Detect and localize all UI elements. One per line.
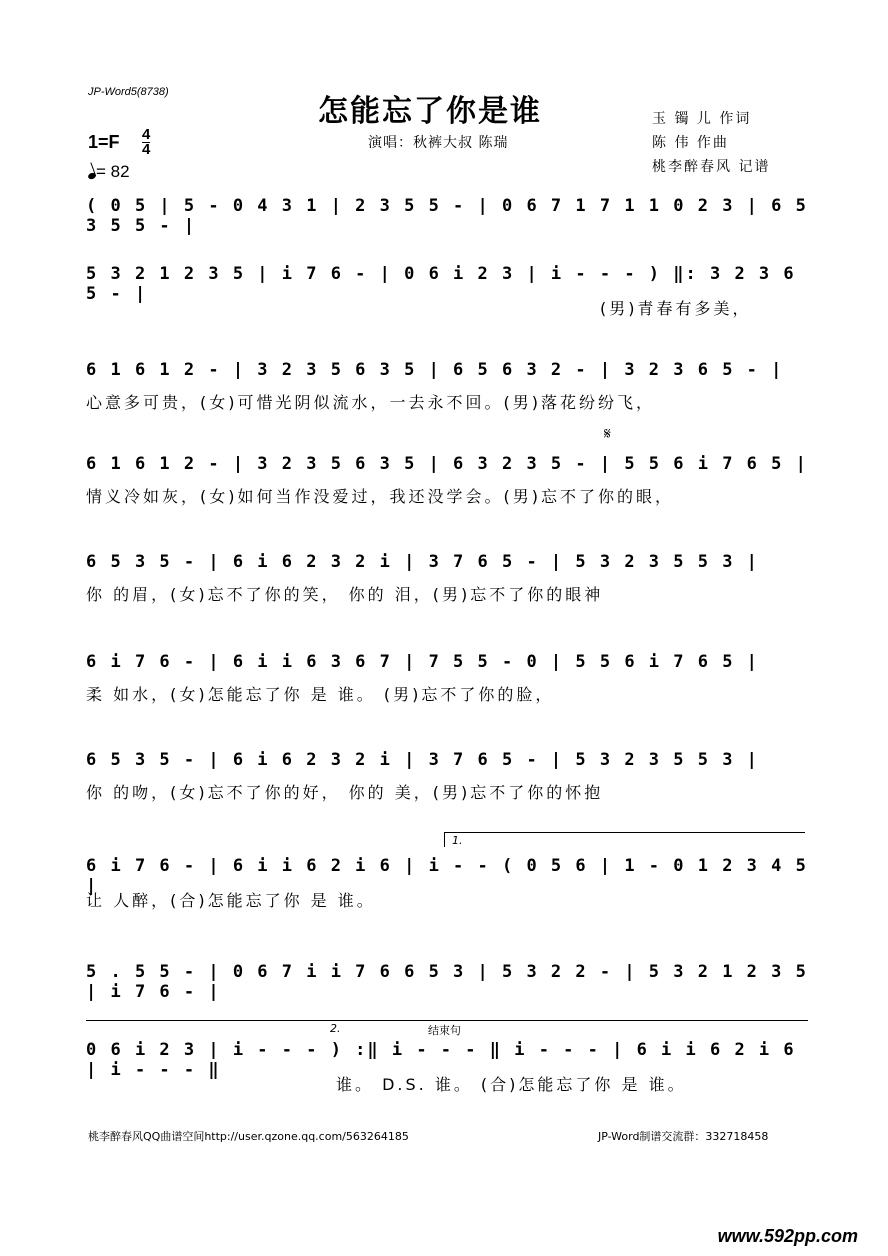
score-line-3: 6 1 6 1 2 - | 3 2 3 5 6 3 5 | 6 5 6 3 2 - | 3 2 3 6 5 - | [86, 360, 784, 380]
score-line-10: 0 6 i 2 3 | i - - - ) :‖ i - - - ‖ i - - - | 6 i i 6 2 i 6 | i - - - ‖ [86, 1040, 796, 1080]
score-line-9: 5 . 5 5 - | 0 6 7 i i 7 6 6 5 3 | 5 3 2 2 - | 5 3 2 1 2 3 5 | i 7 6 - | [86, 962, 808, 1002]
volta-1-label: 1. [452, 834, 463, 847]
composer: 陈 伟 作曲 [652, 135, 729, 151]
lyric-line-8: 让 人醉，(合)怎能忘了你 是 谁。 [86, 891, 376, 910]
lyric-line-4: 情义冷如灰，(女)如何当作没爱过，我还没学会。(男)忘不了你的眼， [86, 487, 674, 506]
lyric-line-6: 柔 如水，(女)怎能忘了你 是 谁。 (男)忘不了你的脸， [86, 685, 555, 704]
score-line-6: 6 i 7 6 - | 6 i i 6 3 6 7 | 7 5 5 - 0 | 5 5 6 i 7 6 5 | [86, 652, 759, 672]
lyricist: 玉 镯 儿 作词 [652, 111, 752, 127]
lyric-line-10: 谁。 D.S. 谁。 (合)怎能忘了你 是 谁。 [336, 1075, 687, 1094]
software-label: JP-Word5(8738) [88, 86, 169, 98]
site-watermark: www.592pp.com [717, 1226, 858, 1246]
score-line-8: 6 i 7 6 - | 6 i i 6 2 i 6 | i - - ( 0 5 6 | 1 - 0 1 2 3 4 5 | [86, 856, 808, 896]
score-line-2: 5 3 2 1 2 3 5 | i 7 6 - | 0 6 i 2 3 | i - - - ) ‖: 3 2 3 6 5 - | [86, 264, 796, 304]
transcriber: 桃李醉春风 记谱 [652, 159, 771, 175]
score-line-5: 6 5 3 5 - | 6 i 6 2 3 2 i | 3 7 6 5 - | 5 3 2 3 5 5 3 | [86, 552, 759, 572]
lyric-line-3: 心意多可贵，(女)可惜光阴似流水，一去永不回。(男)落花纷纷飞， [86, 393, 655, 412]
segno-mark: 𝄋 [604, 424, 611, 443]
volta-2-label: 2. [330, 1022, 341, 1035]
singers: 演唱：秋裤大叔 陈瑞 [368, 135, 509, 151]
tempo: = 82 [88, 162, 130, 182]
system-divider [86, 1020, 808, 1021]
lyric-line-2: (男)青春有多美， [600, 299, 752, 318]
score-line-7: 6 5 3 5 - | 6 i 6 2 3 2 i | 3 7 6 5 - | 5 3 2 3 5 5 3 | [86, 750, 759, 770]
key-signature: 1=F [88, 132, 120, 152]
time-signature: 4 4 [142, 126, 151, 158]
footer-left: 桃李醉春风QQ曲谱空间http://user.qzone.qq.com/563264185 [88, 1130, 409, 1143]
score-line-4: 6 1 6 1 2 - | 3 2 3 5 6 3 5 | 6 3 2 3 5 - | 5 5 6 i 7 6 5 | [86, 454, 808, 474]
page-title: 怎能忘了你是谁 [318, 94, 542, 129]
coda-label: 结束句 [428, 1024, 461, 1037]
lyric-line-5: 你 的眉，(女)忘不了你的笑， 你的 泪，(男)忘不了你的眼神 [86, 585, 604, 604]
lyric-line-7: 你 的吻，(女)忘不了你的好， 你的 美，(男)忘不了你的怀抱 [86, 783, 604, 802]
footer-right: JP-Word制谱交流群：332718458 [598, 1130, 769, 1143]
score-line-1: ( 0 5 | 5 - 0 4 3 1 | 2 3 5 5 - | 0 6 7 1 7 1 1 0 2 3 | 6 5 3 5 5 - | [86, 196, 808, 236]
volta-bracket-1 [444, 832, 805, 847]
